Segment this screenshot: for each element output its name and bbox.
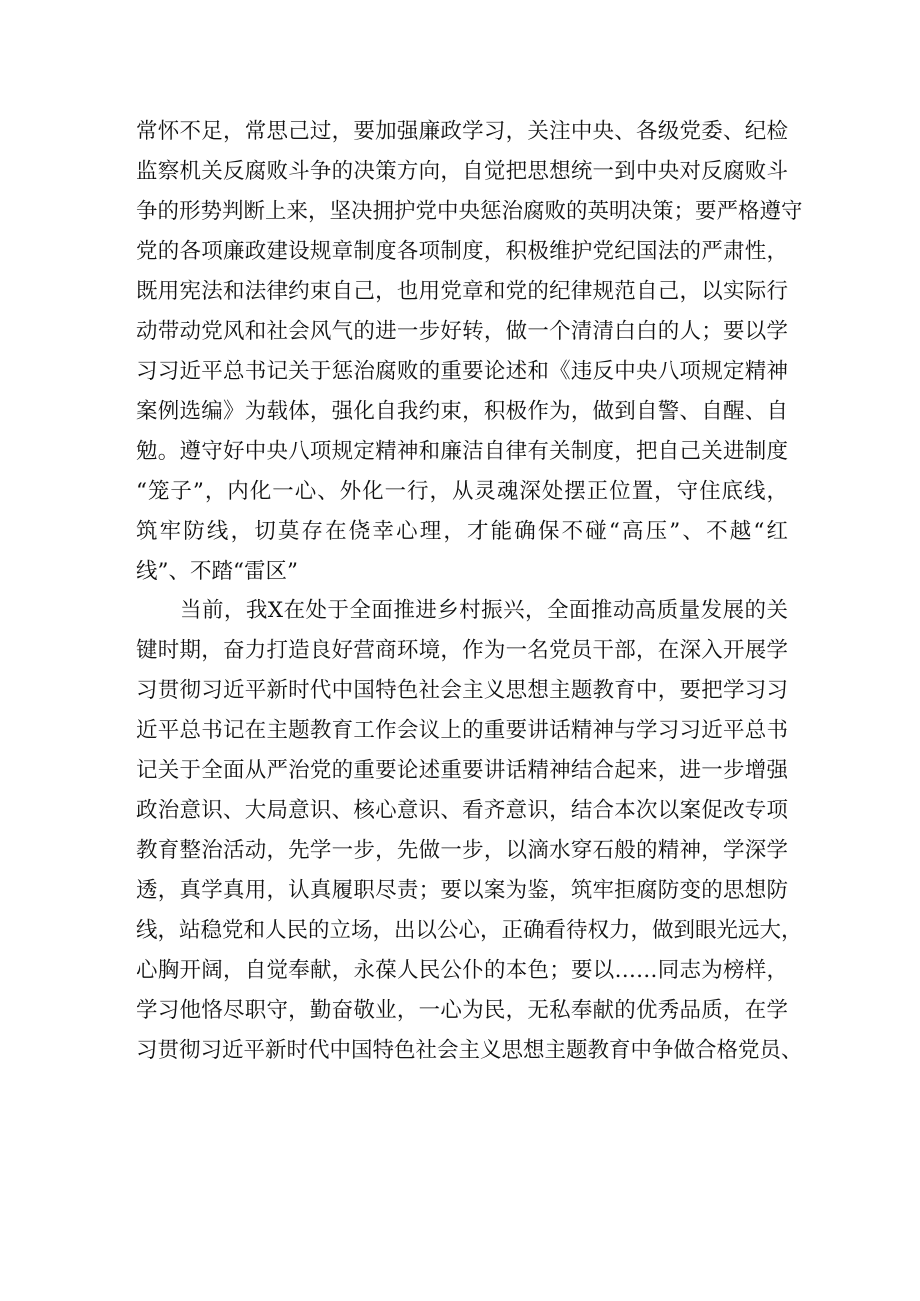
paragraph-1-line-3: 争的形势判断上来，坚决拥护党中央惩治腐败的英明决策；要严格遵守 (136, 199, 803, 224)
paragraph-2-line-3: 习贯彻习近平新时代中国特色社会主义思想主题教育中，要把学习习 (136, 678, 788, 703)
paragraph-1-line-4: 党的各项廉政建设规章制度各项制度，积极维护党纪国法的严肃性， (136, 239, 788, 264)
paragraph-2-line-11: 学习他恪尽职守，勤奋敬业，一心为民，无私奉献的优秀品质，在学 (136, 998, 788, 1023)
paragraph-1-line-10: “笼子”，内化一心、外化一行，从灵魂深处摆正位置，守住底线， (136, 479, 788, 504)
paragraph-1-line-12: 线”、不踏“雷区” (136, 559, 298, 584)
paragraph-2-line-1: 当前，我X在处于全面推进乡村振兴，全面推动高质量发展的关 (180, 598, 788, 623)
paragraph-2-line-8: 透，真学真用，认真履职尽责；要以案为鉴，筑牢拒腐防变的思想防 (136, 878, 788, 903)
paragraph-1 (136, 112, 803, 592)
paragraph-1-line-9: 勉。遵守好中央八项规定精神和廉洁自律有关制度，把自己关进制度 (136, 439, 788, 464)
paragraph-2-line-6: 政治意识、大局意识、核心意识、看齐意识，结合本次以案促改专项 (136, 798, 788, 823)
paragraph-2-line-12: 习贯彻习近平新时代中国特色社会主义思想主题教育中争做合格党员、 (136, 1038, 803, 1063)
paragraph-1-line-6: 动带动党风和社会风气的进一步好转，做一个清清白白的人；要以学 (136, 319, 788, 344)
paragraph-1-line-2: 监察机关反腐败斗争的决策方向，自觉把思想统一到中央对反腐败斗 (136, 159, 788, 184)
paragraph-1-line-8: 案例选编》为载体，强化自我约束，积极作为，做到自警、自醒、自 (136, 399, 788, 424)
paragraph-2-line-2: 键时期，奋力打造良好营商环境，作为一名党员干部，在深入开展学 (136, 638, 788, 663)
paragraph-2-line-5: 记关于全面从严治党的重要论述重要讲话精神结合起来，进一步增强 (136, 758, 788, 783)
paragraph-2 (136, 591, 803, 1071)
paragraph-1-line-1: 常怀不足，常思己过，要加强廉政学习，关注中央、各级党委、纪检 (136, 119, 788, 144)
paragraph-2-line-7: 教育整治活动，先学一步，先做一步，以滴水穿石般的精神，学深学 (136, 838, 788, 863)
paragraph-1-line-11: 筑牢防线，切莫存在侥幸心理，才能确保不碰“高压”、不越“红 (136, 519, 788, 544)
paragraph-1-line-5: 既用宪法和法律约束自己，也用党章和党的纪律规范自己，以实际行 (136, 279, 788, 304)
paragraph-2-line-4: 近平总书记在主题教育工作会议上的重要讲话精神与学习习近平总书 (136, 718, 788, 743)
paragraph-2-line-10: 心胸开阔，自觉奉献，永葆人民公仆的本色；要以……同志为榜样， (136, 958, 788, 983)
paragraph-1-line-7: 习习近平总书记关于惩治腐败的重要论述和《违反中央八项规定精神 (136, 359, 788, 384)
paragraph-2-line-9: 线，站稳党和人民的立场，出以公心，正确看待权力，做到眼光远大， (136, 918, 803, 943)
